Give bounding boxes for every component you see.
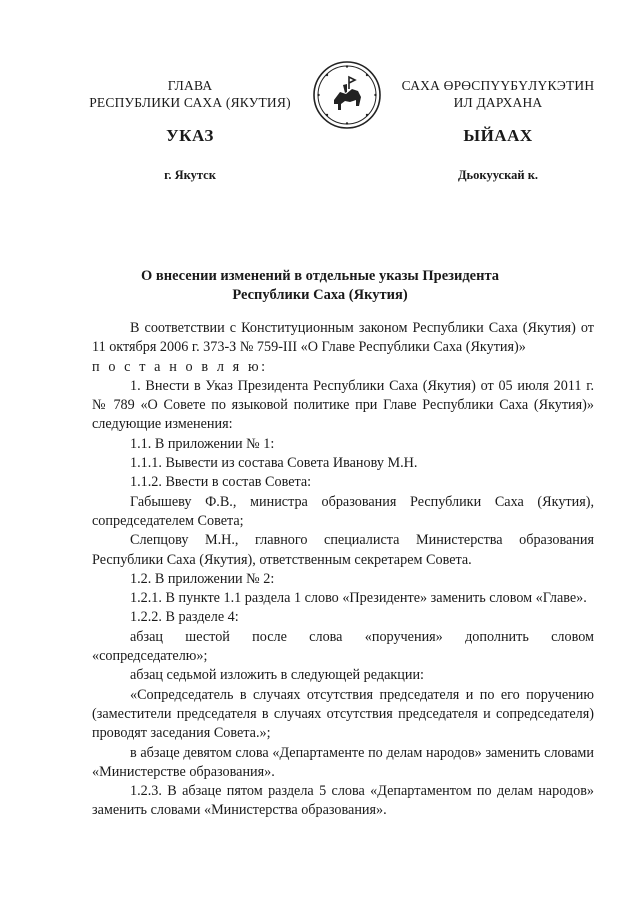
right-header (388, 77, 608, 111)
ukaz-title: УКАЗ (166, 126, 214, 145)
document-title-line1: О внесении изменений в отдельные указы Президента (140, 268, 499, 284)
paragraph-item-1-1-1: 1.1.1. Вывести из состава Совета Иванову М.Н. (130, 455, 418, 472)
right-header-line1: САХА ӨРӨСПҮҮБҮЛҮКЭТИН (401, 78, 595, 93)
paragraph-gabysheva: Габышеву Ф.В., министра образования Республики Саха (Якутия), сопредседателем Совета; (92, 493, 594, 529)
paragraph-item-1-2-3: 1.2.3. В абзаце пятом раздела 5 слова «Департаментом по делам народов» заменить словами «Министерства образования». (92, 783, 594, 819)
paragraph-preamble: В соответствии с Конституционным законом Республики Саха (Якутия) от 11 октября 2006 г. 373-З № 759-III «О Главе Республики Саха (Якутия)» (92, 320, 594, 356)
left-header (60, 77, 320, 111)
coat-of-arms-icon (312, 60, 382, 130)
paragraph-decree: п о с т а н о в л я ю: (92, 358, 268, 375)
paragraph-abzats-9: в абзаце девятом слова «Департаменте по делам народов» заменить словами «Министерстве образования». (92, 744, 594, 780)
paragraph-abzats-6: абзац шестой после слова «поручения» дополнить словом «сопредседателю»; (92, 628, 594, 665)
city-sakha: Дьокуускай к. (457, 168, 539, 182)
paragraph-quote: «Сопредседатель в случаях отсутствия председателя и по его поручению (заместители председателя в случаях отсутствия председателя и сопредседателя) проводят заседания Совета.»; (92, 686, 594, 742)
paragraph-item-1-2-1: 1.2.1. В пункте 1.1 раздела 1 слово «Президенте» заменить словом «Главе». (130, 590, 587, 607)
yiaakh-title: ЫЙААХ (463, 126, 533, 145)
paragraph-abzats-7: абзац седьмой изложить в следующей редакции: (130, 667, 425, 684)
city-ru: г. Якутск (164, 168, 216, 182)
left-header-line2: РЕСПУБЛИКИ САХА (ЯКУТИЯ) (89, 95, 291, 110)
document-body (92, 319, 594, 821)
left-header-line1: ГЛАВА (167, 78, 213, 93)
paragraph-item-1-1: 1.1. В приложении № 1: (130, 435, 275, 452)
document-title (80, 267, 560, 305)
paragraph-item-1-2-2: 1.2.2. В разделе 4: (130, 609, 239, 626)
paragraph-sleptsova: Слепцову М.Н., главного специалиста Министерства образования Республики Саха (Якутия), ответственным секретарем Совета. (92, 532, 594, 568)
right-header-line2: ИЛ ДАРХАНА (453, 95, 543, 110)
paragraph-item-1-2: 1.2. В приложении № 2: (130, 570, 275, 587)
paragraph-item-1: 1. Внести в Указ Президента Республики Саха (Якутия) от 05 июля 2011 г. № 789 «О Совете по языковой политике при Главе Республики Саха (Якутия)» следующие изменения: (92, 377, 594, 433)
document-title-line2: Республики Саха (Якутия) (232, 287, 408, 303)
paragraph-item-1-1-2: 1.1.2. Ввести в состав Совета: (130, 474, 312, 491)
